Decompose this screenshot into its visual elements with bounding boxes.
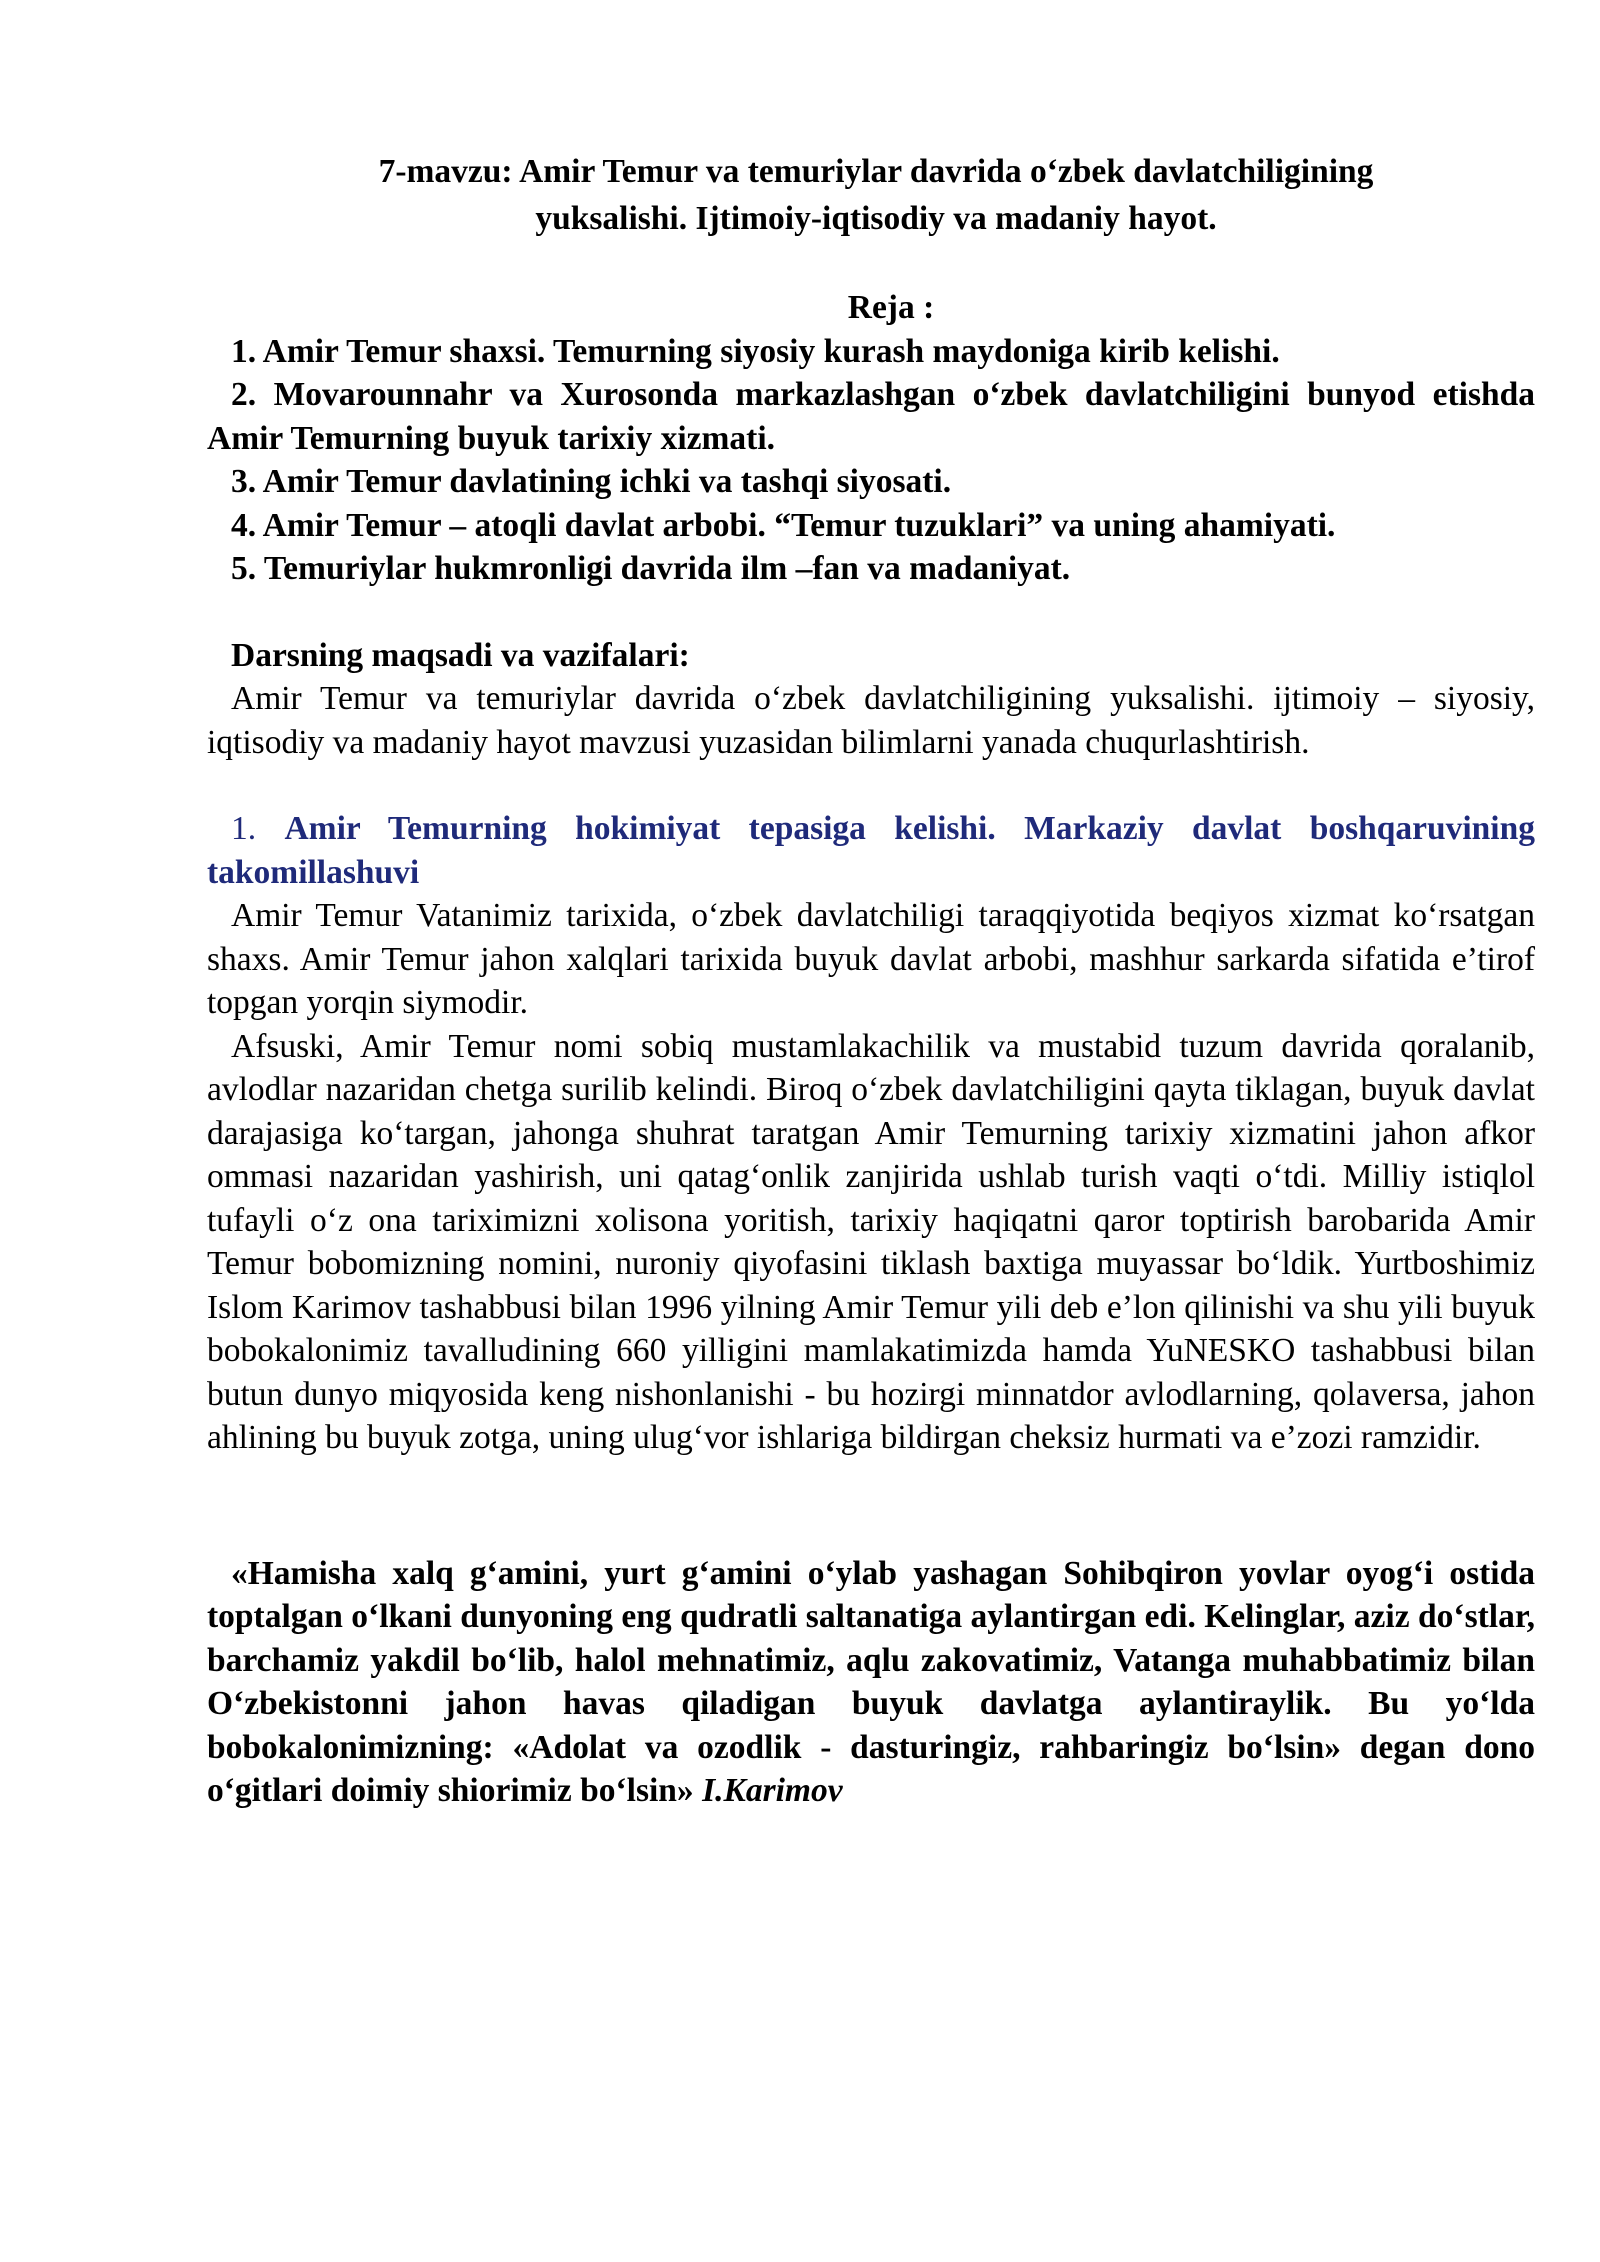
plan-item: 3. Amir Temur davlatining ichki va tashqi siyosati. (231, 463, 952, 500)
plan-item: 2. Movarounnahr va Xurosonda markazlashgan o‘zbek davlatchiligini bunyod etishda Amir Temurning buyuk tarixiy xizmati. (207, 376, 1535, 457)
document-page (207, 148, 1535, 1813)
goals-heading: Darsning maqsadi va vazifalari: (231, 636, 690, 674)
quote-author: I.Karimov (702, 1772, 843, 1809)
plan-heading: Reja : (847, 289, 935, 326)
plan-item: 1. Amir Temur shaxsi. Temurning siyosiy kurash maydoniga kirib kelishi. (231, 332, 1280, 370)
section-1-paragraph-1: Amir Temur Vatanimiz tarixida, o‘zbek davlatchiligi taraqqiyotida beqiyos xizmat ko‘rsatgan shaxs. Amir Temur jahon xalqlari tarixida buyuk davlat arbobi, mashhur sarkarda sifatida e’tirof topgan yorqin siymodir. (207, 897, 1535, 1021)
karimov-quote (207, 1552, 1535, 1813)
plan-item: 4. Amir Temur – atoqli davlat arbobi. “Temur tuzuklari” va uning ahamiyati. (231, 506, 1336, 544)
section-1-paragraph-2: Afsuski, Amir Temur nomi sobiq mustamlakachilik va mustabid tuzum davrida qoralanib, avlodlar nazaridan chetga surilib kelindi. Biroq o‘zbek davlatchiligini qayta tiklagan, buyuk davlat darajasiga ko‘targan, jahonga shuhrat taratgan Amir Temurning tarixiy xizmatini jahon afkor ommasi nazaridan yashirish, uni qatag‘onlik zanjirida ushlab turish vaqti o‘tdi. Milliy istiqlol tufayli o‘z ona tariximizni xolisona yoritish, tarixiy haqiqatni qaror toptirish barobarida Amir Temur bobomizning nomini, nuroniy qiyofasini tiklash baxtiga muyassar bo‘ldik. Yurtboshimiz Islom Karimov tashabbusi bilan 1996 yilning Amir Temur yili deb e’lon qilinishi va shu yili buyuk bobokalonimiz tavalludining 660 yilligini mamlakatimizda hamda YuNESKO tashabbusi bilan butun dunyo miqyosida keng nishonlanishi - bu hozirgi minnatdor avlodlarning, qolaversa, jahon ahlining bu buyuk zotga, uning ulug‘vor ishlariga bildirgan cheksiz hurmati va e’zozi ramzidir. (207, 1027, 1535, 1456)
plan-item: 5. Temuriylar hukmronligi davrida ilm –fan va madaniyat. (231, 550, 1071, 587)
topic-title (207, 148, 1535, 242)
quote-text: «Hamisha xalq g‘amini, yurt g‘amini o‘ylab yashagan Sohibqiron yovlar oyog‘i ostida toptalgan o‘lkani dunyoning eng qudratli saltanatiga aylantirgan edi. Kelinglar, aziz do‘stlar, barchamiz yakdil bo‘lib, halol mehnatimiz, aqlu zakovatimiz, Vatanga muhabbatimiz bilan O‘zbekistonni jahon havas qiladigan buyuk davlatga aylantiraylik. Bu yo‘lda bobokalonimizning: «Adolat va ozodlik - dasturingiz, rahbaringiz bo‘lsin» degan dono o‘gitlari doimiy shiorimiz bo‘lsin» (207, 1554, 1535, 1809)
topic-title-line-2: yuksalishi. Ijtimoiy-iqtisodiy va madaniy hayot. (535, 200, 1217, 237)
goals-text: Amir Temur va temuriylar davrida o‘zbek davlatchiligining yuksalishi. ijtimoiy – siyosiy, iqtisodiy va madaniy hayot mavzusi yuzasidan bilimlarni yanada chuqurlashtirish. (207, 680, 1535, 761)
section-1-number: 1. (231, 810, 257, 847)
section-1-heading (207, 807, 1535, 894)
topic-title-line-1: 7-mavzu: Amir Temur va temuriylar davrida o‘zbek davlatchiligining (378, 153, 1374, 190)
plan-list (207, 330, 1535, 591)
section-1-title: Amir Temurning hokimiyat tepasiga kelishi. Markaziy davlat boshqaruvining takomillashuvi (207, 810, 1536, 891)
